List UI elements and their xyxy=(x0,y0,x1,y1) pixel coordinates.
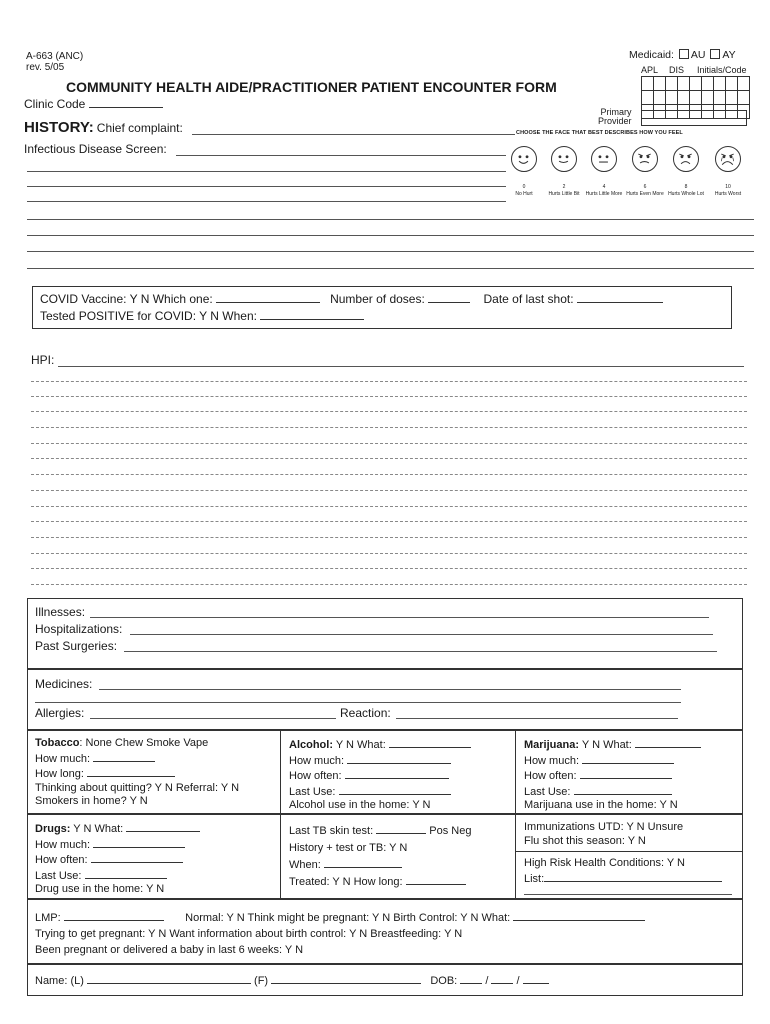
infectious-disease-field[interactable] xyxy=(176,155,506,156)
name-first-field[interactable] xyxy=(271,973,421,984)
alcohol-last-use-label: Last Use: xyxy=(289,785,336,798)
history-heading: HISTORY: xyxy=(24,119,94,136)
dob-label: DOB: xyxy=(430,975,458,987)
drugs-home: Drug use in the home: Y N xyxy=(35,883,165,895)
pain-face-icon[interactable] xyxy=(715,146,741,172)
alcohol-home: Alcohol use in the home: Y N xyxy=(289,799,431,811)
history-line[interactable] xyxy=(27,171,506,172)
hpi-line[interactable] xyxy=(31,568,747,569)
drugs-how-often-label: How often: xyxy=(35,854,88,866)
pain-face-number: 4 xyxy=(602,184,606,190)
marijuana-yn: Y N What: xyxy=(579,739,632,751)
covid-tested-label: Tested POSITIVE for COVID: Y N When: xyxy=(40,309,261,323)
medicines-section xyxy=(27,669,743,730)
tobacco-section xyxy=(35,737,239,809)
history-line[interactable] xyxy=(27,235,754,236)
marijuana-what-field[interactable] xyxy=(635,737,701,748)
dob-year-field[interactable] xyxy=(523,973,549,984)
past-surgeries-field[interactable] xyxy=(124,651,717,652)
marijuana-how-much-field[interactable] xyxy=(582,753,674,764)
covid-vaccine-which-field[interactable] xyxy=(216,292,320,303)
hpi-line[interactable] xyxy=(31,490,747,491)
pain-face-number: 10 xyxy=(725,184,731,190)
tobacco-how-long-label: How long: xyxy=(35,768,84,780)
immunizations-utd: Immunizations UTD: Y N Unsure xyxy=(524,821,684,833)
tb-skin-test-field[interactable] xyxy=(376,823,426,834)
pain-face-label: Hurts Little Bit xyxy=(548,191,580,197)
grid-col-apl: APL xyxy=(641,65,659,75)
marijuana-section xyxy=(524,737,701,813)
alcohol-last-use-field[interactable] xyxy=(339,784,451,795)
pain-face-number: 0 xyxy=(522,184,526,190)
tb-section xyxy=(289,823,472,891)
medicaid-row xyxy=(629,49,736,61)
dob-sep-2: / xyxy=(516,975,520,987)
tobacco-how-long-field[interactable] xyxy=(87,766,175,777)
medicines-label: Medicines: xyxy=(35,677,93,691)
history-line[interactable] xyxy=(27,251,754,252)
high-risk-list-field[interactable] xyxy=(544,871,722,882)
grid-col-dis: DIS xyxy=(669,65,685,75)
pain-face-label: Hurts Little More xyxy=(585,191,623,197)
history-row xyxy=(24,119,183,136)
pregnancy-recent: Been pregnant or delivered a baby in last 6 weeks: Y N xyxy=(35,944,304,956)
illnesses-label: Illnesses: xyxy=(35,605,86,619)
medicaid-ay-label: AY xyxy=(722,49,736,61)
dob-month-field[interactable] xyxy=(460,973,482,984)
tobacco-title: Tobacco xyxy=(35,737,80,749)
covid-vaccine-row xyxy=(40,292,663,306)
covid-last-shot-label: Date of last shot: xyxy=(483,292,577,306)
pregnancy-normal: Normal: Y N Think might be pregnant: Y N Birth Control: Y N What: xyxy=(185,912,511,924)
covid-doses-field[interactable] xyxy=(428,292,470,303)
marijuana-how-much-label: How much: xyxy=(524,754,580,767)
tobacco-how-much-field[interactable] xyxy=(93,751,155,762)
marijuana-home: Marijuana use in the home: Y N xyxy=(524,799,678,811)
drugs-how-much-field[interactable] xyxy=(93,837,185,848)
hpi-line[interactable] xyxy=(31,506,747,507)
hpi-line[interactable] xyxy=(31,521,747,522)
hpi-line[interactable] xyxy=(31,458,747,459)
medicaid-ay-checkbox[interactable] xyxy=(710,49,720,59)
history-line[interactable] xyxy=(27,186,506,187)
pain-face-label: Hurts Even More xyxy=(626,191,664,197)
alcohol-title: Alcohol: xyxy=(289,739,333,751)
drugs-title: Drugs: xyxy=(35,823,71,835)
pain-face-icon[interactable] xyxy=(591,146,617,172)
clinic-code-label: Clinic Code xyxy=(24,97,86,111)
medicaid-label: Medicaid: xyxy=(629,49,674,61)
primary-provider-label: Primary Provider xyxy=(598,107,632,126)
tb-how-long-field[interactable] xyxy=(406,874,466,885)
drugs-how-often-field[interactable] xyxy=(91,852,183,863)
alcohol-how-often-label: How often: xyxy=(289,770,342,782)
pain-face-icon[interactable] xyxy=(632,146,658,172)
grid-col-initials: Initials/Code xyxy=(697,65,747,75)
hpi-line[interactable] xyxy=(31,584,747,585)
reaction-label: Reaction: xyxy=(340,706,391,720)
marijuana-how-often-label: How often: xyxy=(524,770,577,782)
pain-face-icon[interactable] xyxy=(673,146,699,172)
allergies-label: Allergies: xyxy=(35,706,85,720)
hpi-line[interactable] xyxy=(31,474,747,475)
flu-shot: Flu shot this season: Y N xyxy=(524,834,646,847)
alcohol-section xyxy=(289,737,471,813)
covid-tested-when-field[interactable] xyxy=(260,309,364,320)
history-line[interactable] xyxy=(27,268,754,269)
marijuana-last-use-field[interactable] xyxy=(574,784,672,795)
tb-pos-neg: Pos Neg xyxy=(429,825,472,837)
infectious-disease-label: Infectious Disease Screen: xyxy=(24,142,167,156)
immunizations-section xyxy=(524,821,683,848)
marijuana-title: Marijuana: xyxy=(524,739,580,751)
alcohol-yn: Y N What: xyxy=(333,739,386,751)
immunization-divider xyxy=(516,851,743,852)
medicaid-au-checkbox[interactable] xyxy=(679,49,689,59)
history-line[interactable] xyxy=(27,201,506,202)
hpi-line[interactable] xyxy=(31,411,747,412)
name-first-label: (F) xyxy=(254,975,269,987)
hospitalizations-field[interactable] xyxy=(130,634,713,635)
covid-tested-row xyxy=(40,309,364,323)
medicines-field[interactable] xyxy=(99,689,681,690)
reaction-field[interactable] xyxy=(396,718,678,719)
chief-complaint-label: Chief complaint: xyxy=(96,121,183,135)
hpi-line[interactable] xyxy=(31,443,747,444)
covid-doses-label: Number of doses: xyxy=(330,292,429,306)
tobacco-quitting: Thinking about quitting? Y N Referral: Y N xyxy=(35,781,240,794)
alcohol-what-field[interactable] xyxy=(389,737,471,748)
hpi-line[interactable] xyxy=(31,553,747,554)
chief-complaint-field[interactable] xyxy=(192,134,515,135)
tobacco-smokers-home: Smokers in home? Y N xyxy=(35,795,148,807)
patient-name-row xyxy=(35,973,549,987)
past-surgeries-label: Past Surgeries: xyxy=(35,639,118,653)
drugs-last-use-field[interactable] xyxy=(85,868,167,879)
pregnancy-trying: Trying to get pregnant: Y N Want information about birth control: Y N Breastfeeding: Y N xyxy=(35,928,463,940)
birth-control-what-field[interactable] xyxy=(513,910,645,921)
drugs-yn: Y N What: xyxy=(70,823,124,835)
high-risk-list-label: List: xyxy=(524,872,545,885)
pain-face-label: Hurts Whole Lot xyxy=(668,191,704,197)
tb-treated-label: Treated: Y N How long: xyxy=(289,876,403,888)
hpi-label: HPI: xyxy=(31,353,55,367)
pain-face-number: 6 xyxy=(643,184,647,190)
pain-face-number: 8 xyxy=(684,184,688,190)
pain-face-label: No Hurt xyxy=(515,191,533,197)
alcohol-how-much-field[interactable] xyxy=(347,753,451,764)
drugs-section xyxy=(35,821,200,897)
tobacco-how-much-label: How much: xyxy=(35,752,91,765)
hospitalizations-label: Hospitalizations: xyxy=(35,622,123,636)
medicines-line-2[interactable] xyxy=(35,702,681,703)
pain-face-label: Hurts Worst xyxy=(714,191,742,197)
clinic-code-row xyxy=(24,97,163,111)
name-last-field[interactable] xyxy=(87,973,251,984)
drugs-what-field[interactable] xyxy=(126,821,200,832)
marijuana-last-use-label: Last Use: xyxy=(524,785,571,798)
alcohol-how-often-field[interactable] xyxy=(345,768,449,779)
tb-skin-test-label: Last TB skin test: xyxy=(289,825,374,837)
pain-face-icon[interactable] xyxy=(551,146,577,172)
high-risk-conditions: High Risk Health Conditions: Y N xyxy=(524,857,686,869)
high-risk-section xyxy=(524,857,722,886)
dob-sep-1: / xyxy=(485,975,489,987)
form-revision: rev. 5/05 xyxy=(26,62,65,73)
alcohol-how-much-label: How much: xyxy=(289,754,345,767)
tb-when-label: When: xyxy=(289,859,321,871)
lmp-field[interactable] xyxy=(64,910,164,921)
name-last-label: Name: (L) xyxy=(35,975,84,987)
drugs-last-use-label: Last Use: xyxy=(35,869,82,882)
allergies-field[interactable] xyxy=(90,718,336,719)
history-line[interactable] xyxy=(27,219,754,220)
illnesses-field[interactable] xyxy=(90,617,709,618)
lmp-label: LMP: xyxy=(35,912,61,924)
pain-face-number: 2 xyxy=(562,184,566,190)
dob-day-field[interactable] xyxy=(491,973,513,984)
tb-when-field[interactable] xyxy=(324,857,402,868)
pregnancy-content xyxy=(35,910,645,958)
faces-instruction: CHOOSE THE FACE THAT BEST DESCRIBES HOW YOU FEEL xyxy=(516,130,683,136)
high-risk-list-line-2[interactable] xyxy=(524,894,732,895)
hpi-line[interactable] xyxy=(31,537,747,538)
page-title: COMMUNITY HEALTH AIDE/PRACTITIONER PATIENT ENCOUNTER FORM xyxy=(66,79,557,95)
drugs-how-much-label: How much: xyxy=(35,838,91,851)
primary-provider-field[interactable] xyxy=(641,110,747,126)
form-id: A-663 (ANC) xyxy=(26,51,84,62)
tobacco-options: : None Chew Smoke Vape xyxy=(79,737,209,749)
hpi-line[interactable] xyxy=(31,396,747,397)
hpi-line[interactable] xyxy=(31,427,747,428)
covid-vaccine-label: COVID Vaccine: Y N Which one: xyxy=(40,292,217,306)
medicaid-au-label: AU xyxy=(690,49,706,61)
clinic-code-field[interactable] xyxy=(89,97,163,108)
hpi-line[interactable] xyxy=(58,366,744,367)
covid-last-shot-field[interactable] xyxy=(577,292,663,303)
hpi-line[interactable] xyxy=(31,381,747,382)
pain-face-icon[interactable] xyxy=(511,146,537,172)
marijuana-how-often-field[interactable] xyxy=(580,768,672,779)
tb-history: History + test or TB: Y N xyxy=(289,842,408,854)
